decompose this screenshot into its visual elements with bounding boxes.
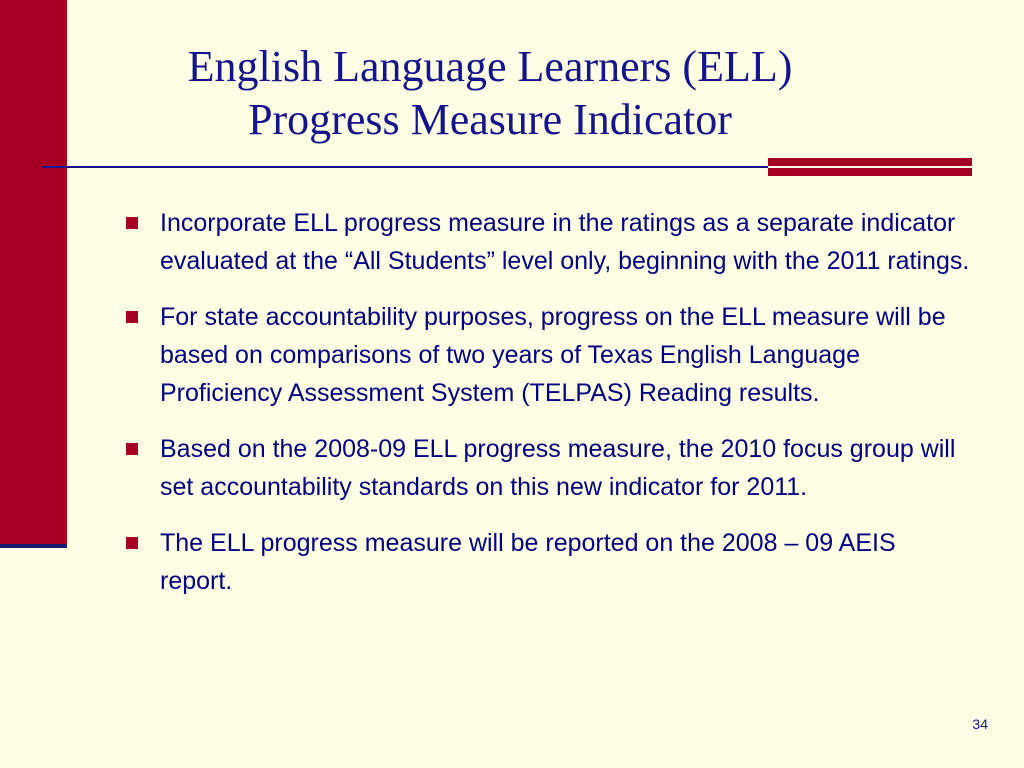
bullet-text: The ELL progress measure will be reported on the 2008 – 09 AEIS report. [160,529,896,595]
bullet-text: For state accountability purposes, progress on the ELL measure will be based on comparisons of two years of Texas English Language Proficiency Assessment System (TELPAS) Reading results. [160,303,946,407]
bullet-text: Incorporate ELL progress measure in the ratings as a separate indicator evaluated at the “All Students” level only, beginning with the 2011 ratings. [160,209,970,275]
square-bullet-icon [126,311,138,323]
title-accent-stripe [768,166,972,168]
title-divider [42,166,770,168]
bullet-list [120,204,970,618]
left-accent-bar [0,0,67,544]
bullet-item [120,204,970,280]
bullet-item [120,430,970,506]
square-bullet-icon [126,217,138,229]
page-number: 34 [972,716,988,732]
bullet-text: Based on the 2008-09 ELL progress measure, the 2010 focus group will set accountability standards on this new indicator for 2011. [160,435,956,501]
left-accent-divider [0,544,67,548]
slide-title [100,40,880,146]
square-bullet-icon [126,537,138,549]
title-line-1: English Language Learners (ELL) [187,42,793,91]
bullet-item [120,298,970,412]
bullet-item [120,524,970,600]
square-bullet-icon [126,443,138,455]
title-line-2: Progress Measure Indicator [248,95,732,144]
